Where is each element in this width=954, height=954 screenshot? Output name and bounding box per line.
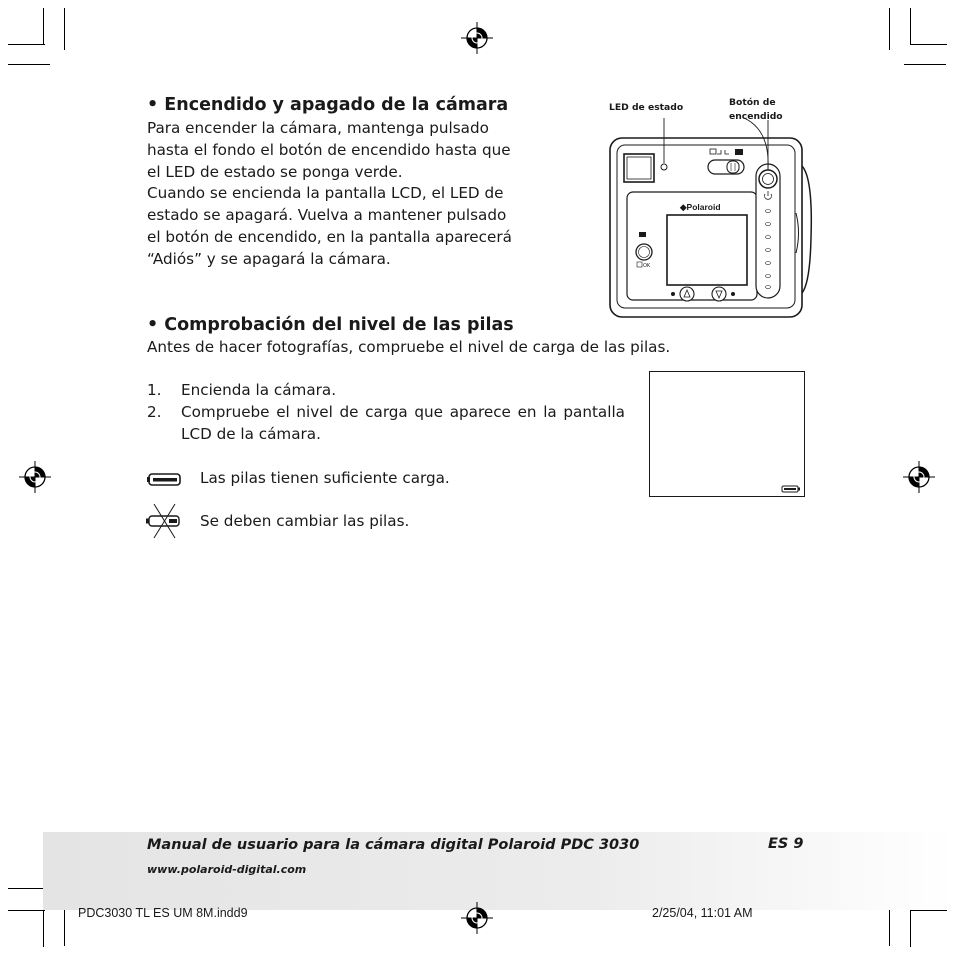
step-text: Encienda la cámara. bbox=[181, 381, 337, 399]
step-text: Compruebe el nivel de carga que aparece en la pantalla LCD de la cámara. bbox=[181, 403, 625, 443]
text-line: Cuando se encienda la pantalla LCD, el LED de bbox=[147, 184, 504, 202]
registration-mark-bottom bbox=[461, 902, 493, 934]
registration-mark-left bbox=[19, 461, 51, 493]
power-callout-label-1: Botón de bbox=[729, 97, 776, 108]
page-number: ES 9 bbox=[768, 836, 804, 852]
step-number: 1. bbox=[147, 381, 162, 399]
battery-intro: Antes de hacer fotografías, compruebe el nivel de carga de las pilas. bbox=[147, 338, 671, 356]
registration-mark-right bbox=[903, 461, 935, 493]
text-line: el LED de estado se ponga verde. bbox=[147, 163, 403, 181]
section-heading-power: • Encendido y apagado de la cámara bbox=[147, 95, 509, 115]
text-line: Para encender la cámara, mantenga pulsado bbox=[147, 119, 489, 137]
text-line: “Adiós” y se apagará la cámara. bbox=[147, 250, 391, 268]
lcd-preview bbox=[649, 371, 805, 497]
led-callout-label: LED de estado bbox=[609, 102, 684, 113]
polaroid-logo: ◆Polaroid bbox=[680, 202, 721, 212]
battery-full-icon bbox=[146, 471, 184, 489]
battery-full-text: Las pilas tienen suficiente carga. bbox=[200, 469, 450, 487]
text-line: el botón de encendido, en la pantalla aparecerá bbox=[147, 228, 512, 246]
slug-datetime: 2/25/04, 11:01 AM bbox=[652, 906, 753, 920]
text-line: estado se apagará. Vuelva a mantener pulsado bbox=[147, 206, 507, 224]
section-heading-battery: • Comprobación del nivel de las pilas bbox=[147, 315, 514, 335]
ok-button-label: OK bbox=[643, 263, 651, 269]
registration-mark-top bbox=[461, 22, 493, 54]
list-item bbox=[147, 379, 625, 401]
page-footer bbox=[43, 832, 954, 910]
text-line: hasta el fondo el botón de encendido hasta que bbox=[147, 141, 511, 159]
step-list bbox=[147, 379, 625, 445]
website-url: www.polaroid-digital.com bbox=[147, 863, 307, 876]
battery-low-icon bbox=[145, 503, 185, 539]
battery-full-icon bbox=[781, 484, 801, 494]
list-item bbox=[147, 401, 625, 445]
step-number: 2. bbox=[147, 403, 162, 421]
manual-title: Manual de usuario para la cámara digital Polaroid PDC 3030 bbox=[147, 837, 640, 853]
slug-filename: PDC3030 TL ES UM 8M.indd9 bbox=[78, 906, 248, 920]
camera-back-illustration bbox=[605, 118, 815, 323]
battery-low-text: Se deben cambiar las pilas. bbox=[200, 512, 410, 530]
power-callout-label-2: encendido bbox=[729, 111, 783, 122]
